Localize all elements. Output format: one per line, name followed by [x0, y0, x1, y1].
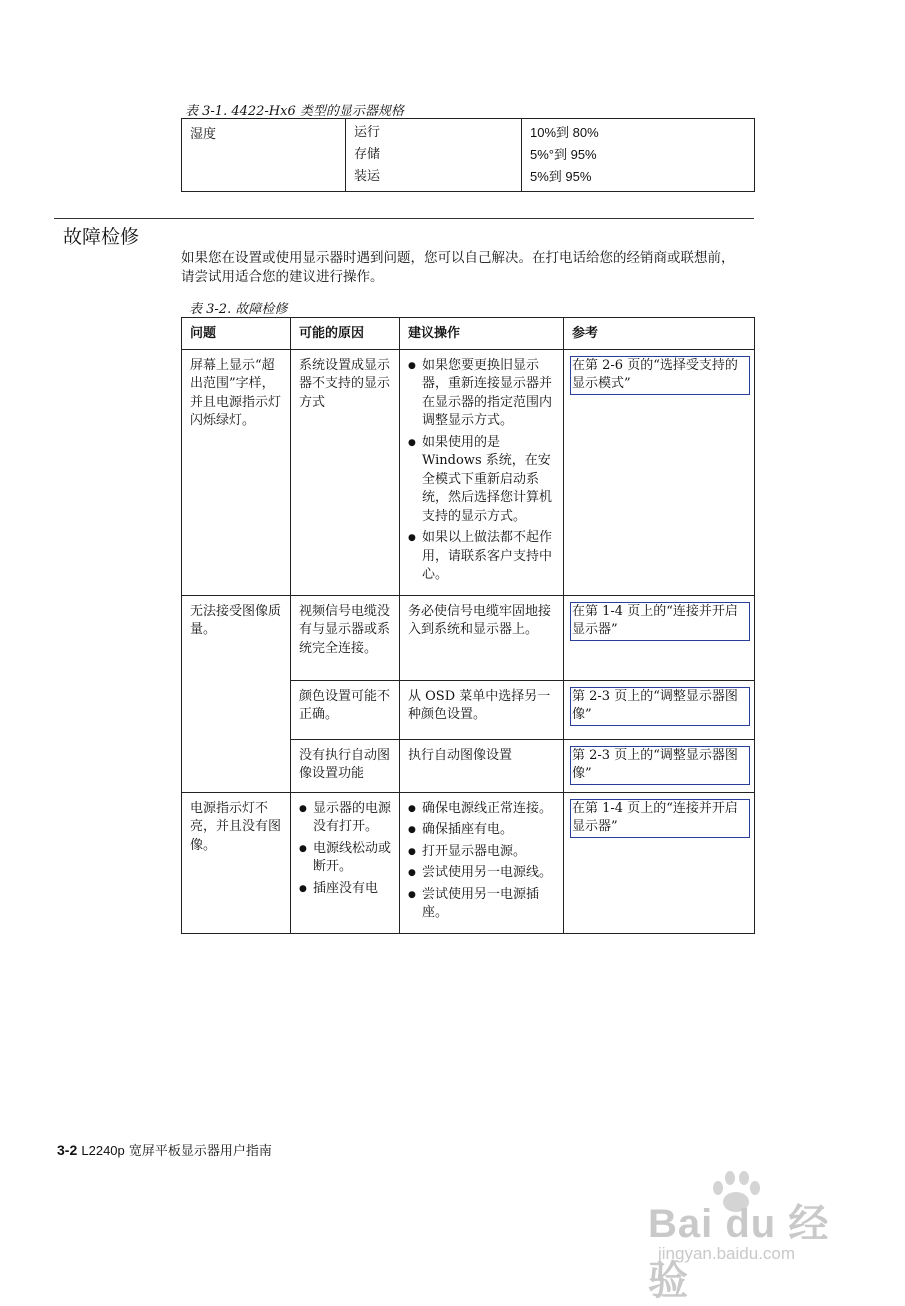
list-item: ● 确保插座有电。 — [408, 821, 555, 840]
reference-link[interactable]: 在第 2-6 页的“选择受支持的显示模式” — [570, 356, 750, 395]
action-cell — [400, 792, 564, 933]
watermark-url: jingyan.baidu.com — [658, 1244, 796, 1263]
header-cause: 可能的原因 — [291, 318, 400, 350]
reference-cell — [564, 595, 755, 680]
condition-cell: 运行 — [346, 119, 522, 145]
problem-cell: 无法接受图像质量。 — [182, 595, 291, 792]
section-divider — [54, 218, 754, 219]
reference-link[interactable]: 在第 1-4 页上的“连接并开启显示器” — [570, 799, 750, 838]
humidity-label: 湿度 — [182, 119, 346, 192]
list-item: ● 尝试使用另一电源插座。 — [408, 886, 555, 923]
troubleshooting-table — [181, 317, 755, 934]
list-item: ● 插座没有电 — [299, 880, 391, 899]
model-name: L2240p — [81, 1143, 125, 1158]
cause-cell: 没有执行自动图像设置功能 — [291, 739, 400, 792]
action-cell: 从 OSD 菜单中选择另一种颜色设置。 — [400, 680, 564, 739]
action-list — [408, 357, 555, 585]
cause-cell: 视频信号电缆没有与显示器或系统完全连接。 — [291, 595, 400, 680]
cause-cell — [291, 792, 400, 933]
range-cell: 10%到 80% — [530, 125, 599, 140]
reference-cell — [564, 349, 755, 595]
table-row — [182, 119, 755, 145]
intro-line: 如果您在设置或使用显示器时遇到问题，您可以自己解决。在打电话给您的经销商或联想前， — [181, 250, 735, 266]
action-list — [408, 800, 555, 923]
problem-cell: 屏幕上显示“超出范围”字样，并且电源指示灯 闪烁绿灯。 — [182, 349, 291, 595]
page-footer — [57, 1140, 272, 1159]
list-item: ● 打开显示器电源。 — [408, 843, 555, 862]
intro-paragraph — [181, 249, 751, 287]
reference-link[interactable]: 第 2-3 页上的“调整显示器图像” — [570, 687, 750, 726]
header-action: 建议操作 — [400, 318, 564, 350]
list-item: ● 尝试使用另一电源线。 — [408, 864, 555, 883]
action-cell: 务必使信号电缆牢固地接入到系统和显示器上。 — [400, 595, 564, 680]
ts-table-caption: 表 3-2. 故障检修 — [189, 302, 288, 317]
problem-cell: 电源指示灯不亮，并且没有图像。 — [182, 792, 291, 933]
watermark-brand: Bai du 经验 — [648, 1202, 830, 1303]
action-cell: 执行自动图像设置 — [400, 739, 564, 792]
reference-cell — [564, 680, 755, 739]
cause-cell: 颜色设置可能不正确。 — [291, 680, 400, 739]
range-cell: 5%到 95% — [530, 169, 592, 184]
action-cell — [400, 349, 564, 595]
condition-cell: 存储 — [346, 144, 522, 166]
cause-list — [299, 800, 391, 899]
doc-title: 宽屏平板显示器用户指南 — [128, 1144, 272, 1159]
table-header-row — [182, 318, 755, 350]
table-row — [182, 792, 755, 933]
list-item: ● 电源线松动或断开。 — [299, 840, 391, 877]
list-item: ● 显示器的电源没有打开。 — [299, 800, 391, 837]
spec-table — [181, 118, 755, 192]
header-problem: 问题 — [182, 318, 291, 350]
watermark-logo — [640, 1180, 860, 1303]
header-reference: 参考 — [564, 318, 755, 350]
list-item: ● 如果您要更换旧显示器，重新连接显示器并在显示器的指定范围内调整显示方式。 — [408, 357, 555, 431]
list-item: ● 如果以上做法都不起作用，请联系客户支持中心。 — [408, 529, 555, 585]
page-number: 3-2 — [57, 1142, 78, 1158]
reference-link[interactable]: 在第 1-4 页上的“连接并开启显示器” — [570, 602, 750, 641]
table-row — [182, 595, 755, 680]
reference-cell — [564, 792, 755, 933]
condition-cell: 装运 — [346, 166, 522, 192]
reference-cell — [564, 739, 755, 792]
cause-cell: 系统设置成显示器不支持的显示方式 — [291, 349, 400, 595]
section-title: 故障检修 — [63, 227, 140, 248]
list-item: ● 如果使用的是 Windows 系统，在安全模式下重新启动系统，然后选择您计算机支持的显示方式。 — [408, 434, 555, 527]
table-row — [182, 349, 755, 595]
reference-link[interactable]: 第 2-3 页上的“调整显示器图像” — [570, 746, 750, 785]
intro-line: 请尝试用适合您的建议进行操作。 — [181, 269, 384, 285]
range-cell: 5%°到 95% — [530, 147, 597, 162]
spec-table-caption: 表 3-1. 4422-Hx6 类型的显示器规格 — [185, 104, 404, 119]
list-item: ● 确保电源线正常连接。 — [408, 800, 555, 819]
